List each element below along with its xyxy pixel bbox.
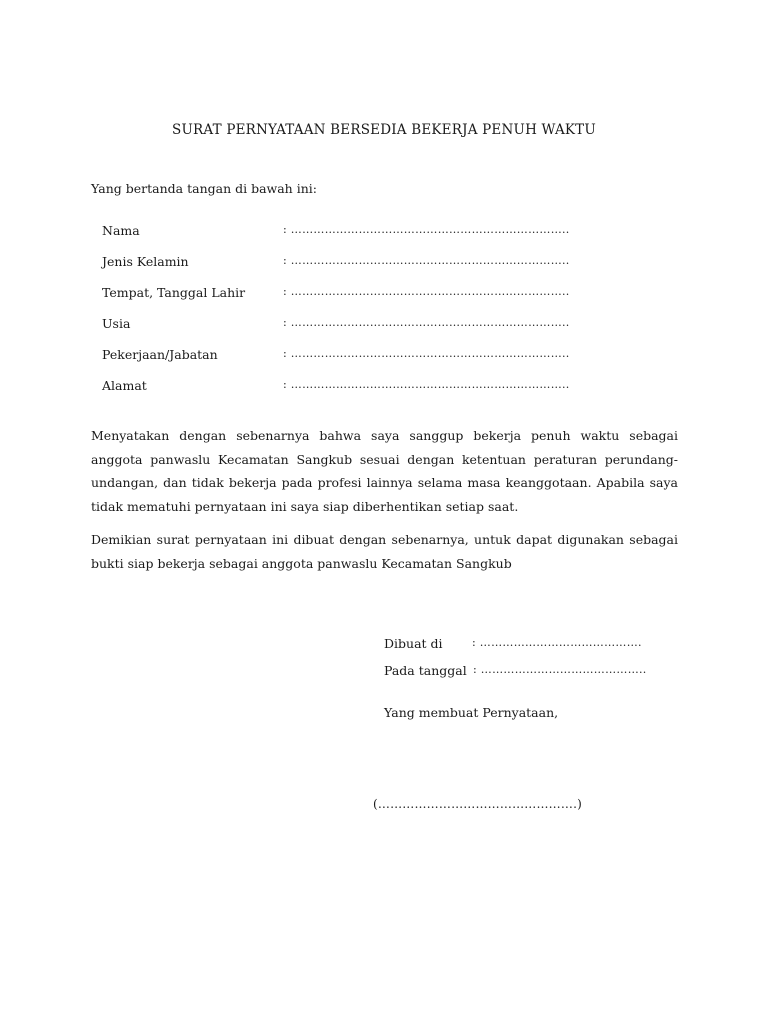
date-blank: : ……………………………………..	[473, 663, 647, 676]
field-row-jenis-kelamin	[102, 254, 602, 285]
field-row-alamat	[102, 378, 602, 409]
document-title: SURAT PERNYATAAN BERSEDIA BEKERJA PENUH WAKTU	[172, 122, 596, 138]
field-label: Tempat, Tanggal Lahir	[102, 285, 246, 300]
field-label: Pekerjaan/Jabatan	[102, 347, 218, 362]
field-blank: : ………………………………………………………………..	[283, 347, 570, 360]
identity-fields	[102, 223, 602, 409]
field-row-nama	[102, 223, 602, 254]
field-blank: : ………………………………………………………………..	[283, 254, 570, 267]
made-in-label: Dibuat di	[384, 636, 443, 651]
field-row-usia	[102, 316, 602, 347]
maker-label: Yang membuat Pernyataan,	[384, 705, 559, 720]
made-in-blank: : …………………………………….	[472, 636, 642, 649]
field-row-pekerjaan-jabatan	[102, 347, 602, 378]
date-label: Pada tanggal	[384, 663, 467, 678]
field-label: Alamat	[102, 378, 147, 393]
closing-paragraph: Demikian surat pernyataan ini dibuat dengan sebenarnya, untuk dapat digunakan sebagai bukti siap bekerja sebagai anggota panwaslu Kecamatan Sangkub	[91, 532, 678, 571]
intro-text: Yang bertanda tangan di bawah ini:	[91, 181, 317, 196]
signature-placeholder: (………………………………………….)	[373, 797, 582, 811]
field-blank: : ………………………………………………………………..	[283, 223, 570, 236]
field-label: Nama	[102, 223, 140, 238]
field-label: Usia	[102, 316, 131, 331]
field-blank: : ………………………………………………………………..	[283, 285, 570, 298]
statement-paragraph: Menyatakan dengan sebenarnya bahwa saya sanggup bekerja penuh waktu sebagai anggota panwaslu Kecamatan Sangkub sesuai dengan ketentuan peraturan perundang-undangan, dan tidak bekerja pada profesi lainnya selama masa keanggotaan. Apabila saya tidak mematuhi pernyataan ini saya siap diberhentikan setiap saat.	[91, 428, 678, 514]
field-label: Jenis Kelamin	[102, 254, 189, 269]
field-row-tempat-tanggal-lahir	[102, 285, 602, 316]
field-blank: : ………………………………………………………………..	[283, 378, 570, 391]
field-blank: : ………………………………………………………………..	[283, 316, 570, 329]
